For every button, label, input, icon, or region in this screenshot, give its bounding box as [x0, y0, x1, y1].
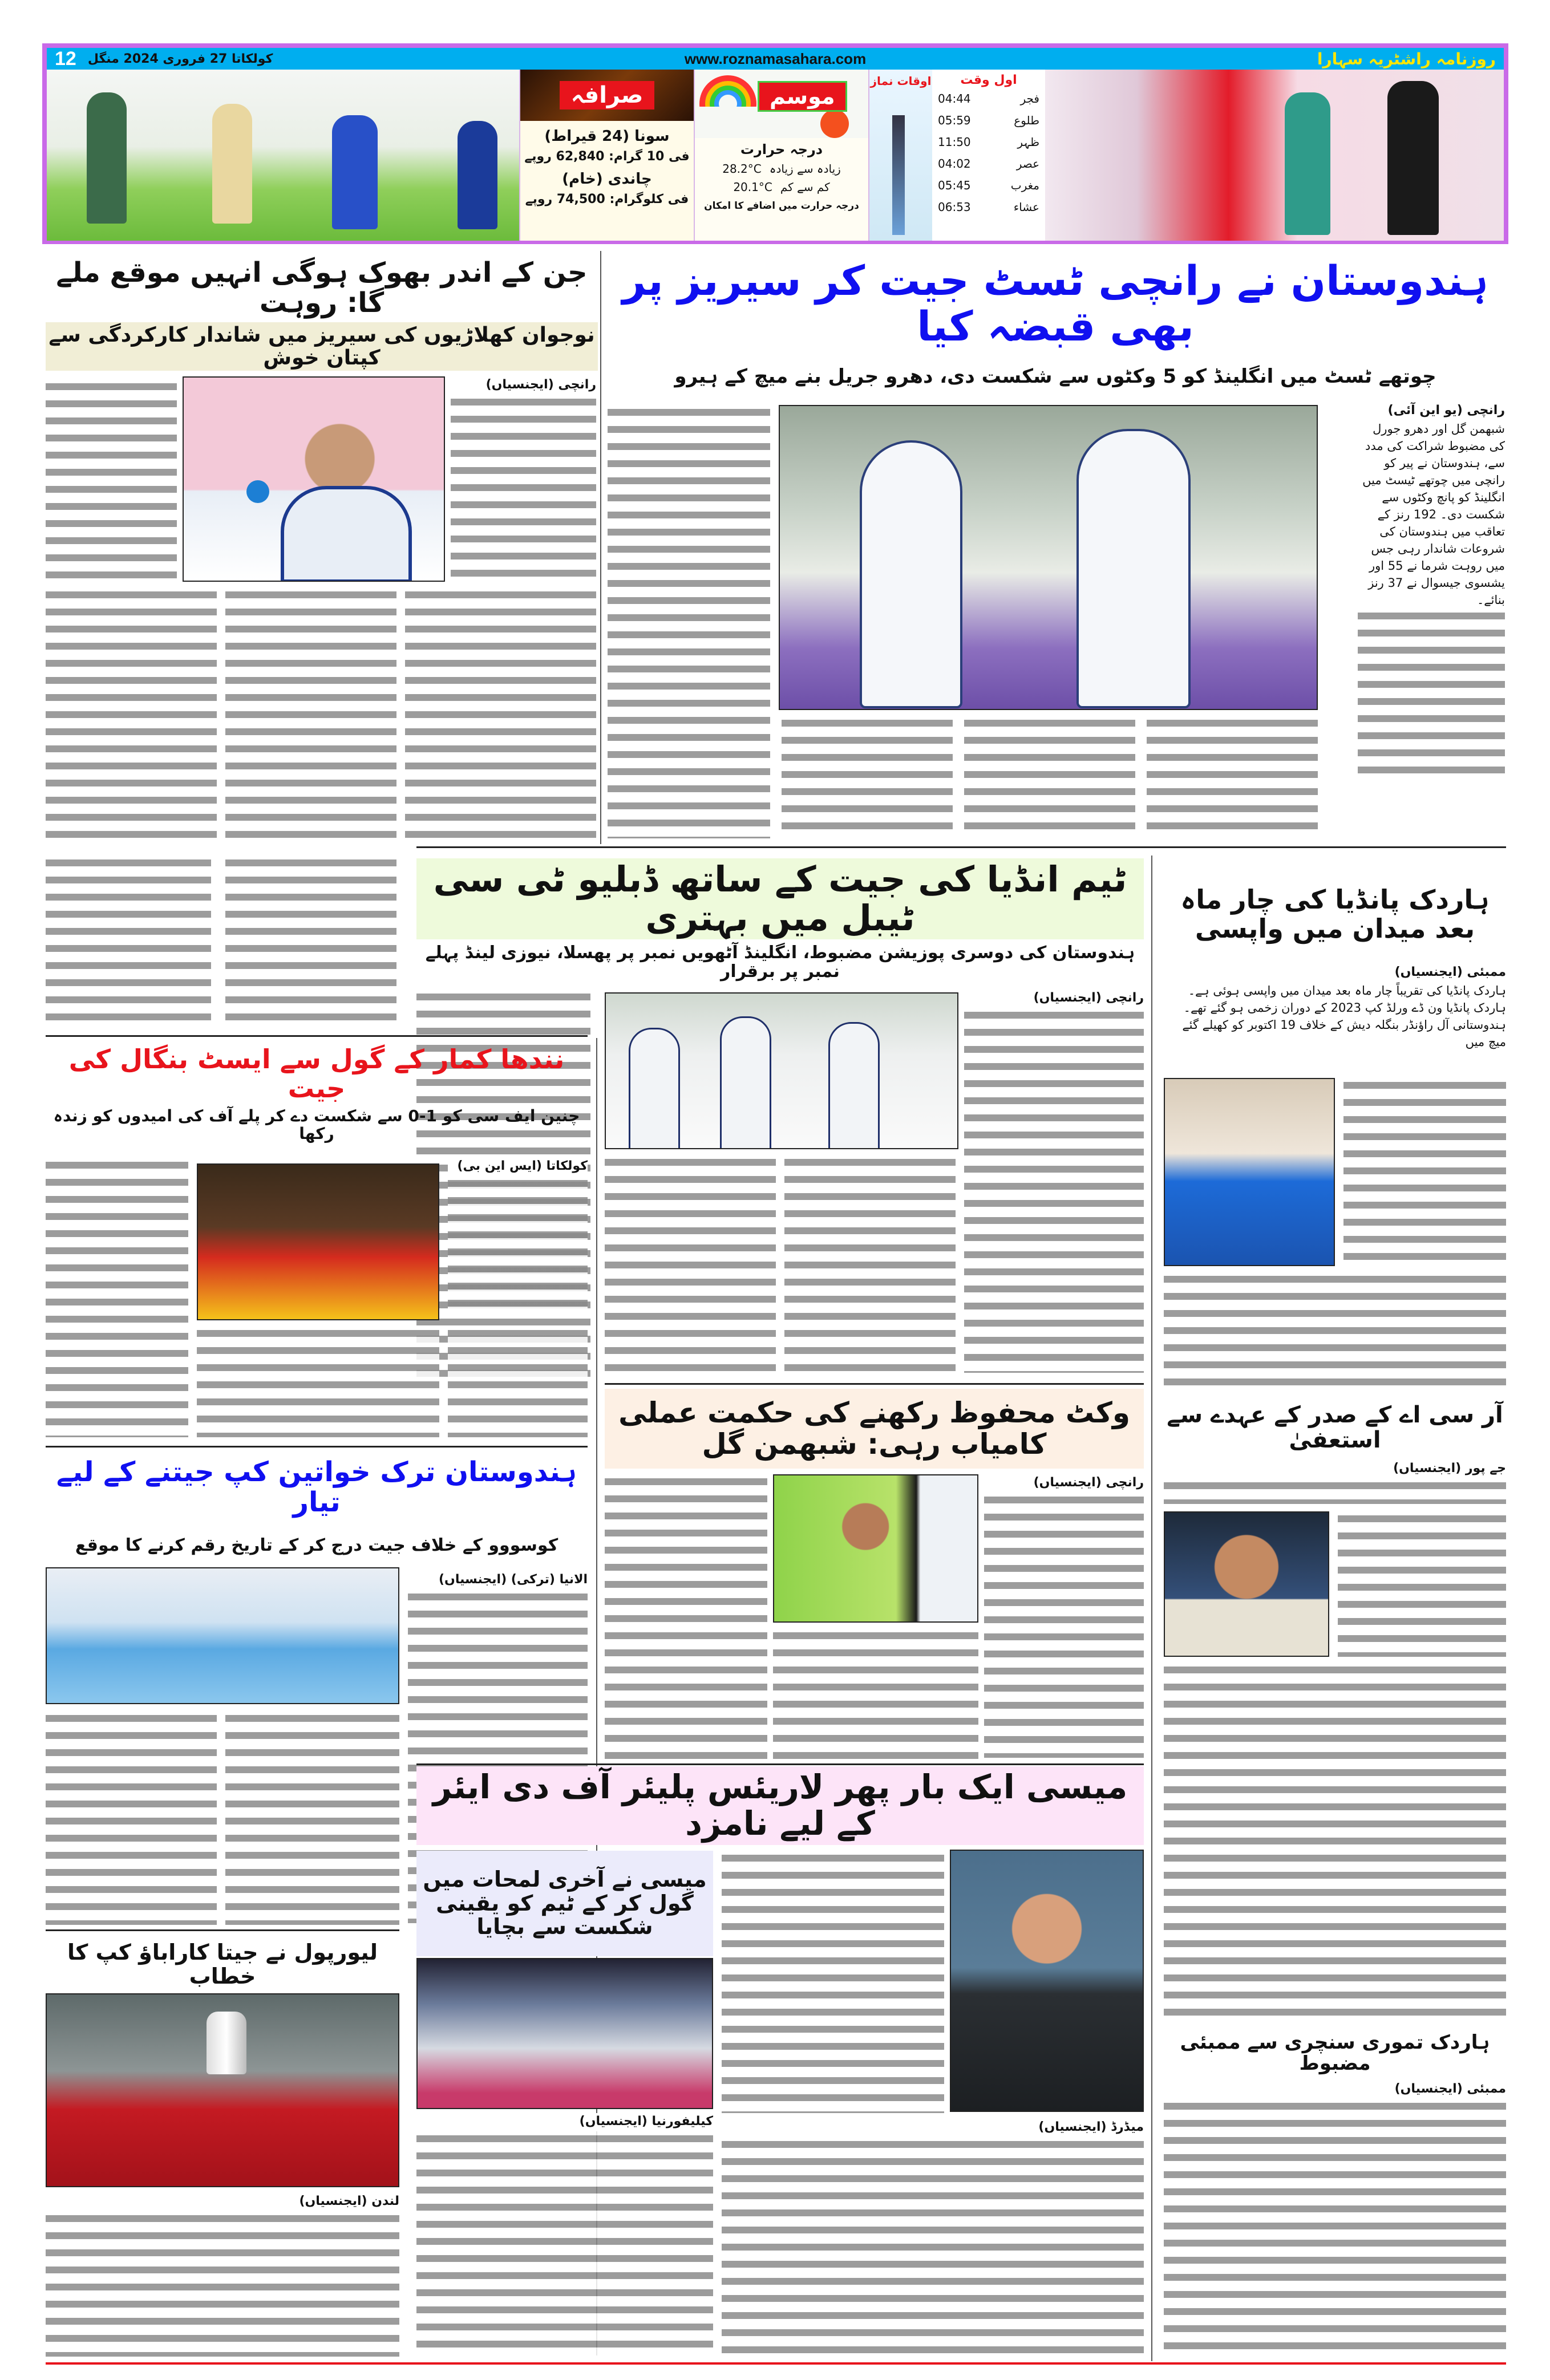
article-body-text	[605, 1474, 767, 1759]
photo-gill-jurel-celebration	[779, 405, 1318, 710]
hardik-headline: ہاردک پانڈیا کی چار ماہ بعد میدان میں واپسی	[1180, 883, 1490, 944]
article-body-text	[605, 1155, 776, 1377]
prayer-times-box	[868, 70, 1045, 241]
article-body-text	[46, 855, 211, 1027]
page-bottom-rule	[46, 2362, 1506, 2365]
article-body-text	[448, 1326, 588, 1437]
article-body-text	[984, 1493, 1144, 1758]
prayer-time: 11:50	[938, 135, 971, 149]
article-body-text	[1343, 1078, 1506, 1266]
article-body-text	[448, 1176, 588, 1316]
liverpool-dateline: لندن (ایجنسیاں)	[46, 2193, 399, 2211]
article-body-text	[1164, 1272, 1506, 1392]
prayer-row	[938, 92, 1039, 113]
article-body-text	[1164, 2099, 1506, 2355]
photo-rca-official	[1164, 1511, 1329, 1657]
hardik-lead-text: ہاردک پانڈیا کی تقریباً چار ماہ بعد میدان میں واپسی ہوئی ہے۔ ہاردک پانڈیا ون ڈے ورلڈ کپ 2023 کے دوران زخمی ہو گئے تھے۔ ہندوستانی آل راؤنڈر بنگلہ دیش کے خلاف 19 اکتوبر کو کھیلے گئے میچ میں	[1164, 982, 1506, 1051]
article-body-text	[608, 405, 770, 838]
article-body-text	[1147, 716, 1318, 838]
article-body-text	[722, 2137, 1144, 2357]
article-body-text	[1358, 609, 1505, 780]
tamore-headline: ہاردک تموری سنچری سے ممبئی مضبوط	[1180, 2030, 1490, 2075]
section-divider	[46, 1035, 588, 1037]
messi-goal-headline: میسی نے آخری لمحات میں گول کر کے ٹیم کو یقینی شکست سے بچایا	[416, 1851, 713, 1956]
gold-label: سونا (24 قیراط)	[544, 128, 670, 145]
article-body-text	[46, 587, 217, 838]
banner-photo-players	[47, 70, 519, 241]
rca-dateline: جے پور (ایجنسیاں)	[1164, 1460, 1506, 1478]
prayer-subtitle: اول وقت	[960, 73, 1017, 87]
eastbengal-headline: نندھا کمار کے گول سے ایسٹ بنگال کی جیت	[68, 1043, 565, 1104]
prayer-title: اوقات نماز	[870, 74, 932, 88]
article-body-text	[964, 716, 1135, 838]
banner-photo-athletes	[1045, 70, 1504, 241]
column-divider	[600, 251, 601, 844]
prayer-name: طلوع	[1014, 113, 1039, 127]
photo-indian-women-footballers	[46, 1567, 399, 1704]
prayer-row	[938, 135, 1039, 157]
prayer-row	[938, 179, 1039, 200]
article-body-text	[964, 1008, 1144, 1373]
prayer-name: فجر	[1020, 92, 1039, 106]
article-body-text	[197, 1326, 439, 1437]
prayer-time: 06:53	[938, 200, 971, 214]
rainbow-icon	[699, 75, 756, 132]
photo-rohit-press-conference	[183, 376, 445, 582]
article-body-text	[1164, 1478, 1506, 1504]
main-dateline: رانچی (یو این آئی)	[1358, 402, 1505, 420]
prayer-name: عشاء	[1013, 200, 1039, 214]
max-temp: 28.2°C	[722, 162, 762, 176]
photo-east-bengal-players	[197, 1163, 439, 1320]
min-temp-label: کم سے کم	[780, 180, 830, 194]
page-number: 12	[55, 47, 76, 70]
article-body-text	[1338, 1511, 1506, 1657]
article-body-text	[46, 379, 177, 582]
article-body-text	[405, 587, 596, 838]
section-divider	[46, 1446, 588, 1448]
photo-messi-goal	[416, 1958, 713, 2109]
prayer-row	[938, 113, 1039, 135]
article-body-text	[782, 716, 953, 838]
gill-headline: وکٹ محفوظ رکھنے کی حکمت عملی کامیاب رہی: شبھمن گل	[605, 1389, 1144, 1469]
main-lead-text: شبھمن گل اور دھرو جورل کی مضبوط شراکت کی مدد سے، ہندوستان نے پیر کو رانچی میں چوتھے ٹیسٹ میں انگلینڈ کو پانچ وکٹوں سے شکست دی۔ 192 رنز کے تعاقب میں ہندوستان کی شروعات شاندار رہی جس میں روہت شرما نے 55 اور یشسوی جیسوال نے 37 رنز بنائے۔	[1358, 420, 1505, 609]
column-divider	[1151, 855, 1152, 2361]
article-body-text	[225, 587, 396, 838]
section-divider	[46, 1929, 399, 1931]
prayer-time: 04:44	[938, 92, 971, 106]
womens-subhead: کوسووو کے خلاف جیت درج کر کے تاریخ رقم کرنے کا موقع	[75, 1535, 559, 1555]
prayer-row	[938, 157, 1039, 179]
messi-headline: میسی ایک بار پھر لاریئس پلیئر آف دی ایئر کے لیے نامزد	[416, 1766, 1144, 1845]
eastbengal-dateline: کولکاتا (ایس این بی)	[448, 1158, 588, 1176]
womens-headline: ہندوستان ترک خواتین کپ جیتنے کے لیے تیار	[56, 1455, 577, 1518]
microphone-icon	[246, 480, 269, 503]
womens-dateline: الانیا (ترکی) (ایجنسیاں)	[408, 1571, 588, 1590]
prayer-row	[938, 200, 1039, 222]
issue-date: کولکاتا 27 فروری 2024 منگل	[87, 51, 273, 66]
wtc-dateline: رانچی (ایجنسیاں)	[964, 990, 1144, 1008]
photo-liverpool-trophy	[46, 1993, 399, 2187]
website-link[interactable]: www.roznamasahara.com	[684, 50, 867, 67]
silver-label: چاندی (خام)	[562, 171, 652, 188]
liverpool-headline: لیورپول نے جیتا کاراباؤ کپ کا خطاب	[67, 1940, 378, 1989]
tamore-dateline: ممبئی (ایجنسیاں)	[1164, 2081, 1506, 2099]
weather-box	[694, 70, 868, 241]
photo-messi-laureus	[950, 1850, 1144, 2112]
hardik-dateline: ممبئی (ایجنسیاں)	[1164, 964, 1506, 982]
photo-shubman-gill	[773, 1474, 978, 1623]
weather-note: درجہ حرارت میں اضافے کا امکان	[704, 200, 859, 212]
article-body-text	[46, 1158, 188, 1437]
trophy-icon	[207, 2012, 246, 2074]
prayer-time: 05:45	[938, 179, 971, 192]
article-body-text	[225, 855, 396, 1027]
rca-headline: آر سی اے کے صدر کے عہدے سے استعفیٰ	[1167, 1401, 1503, 1453]
messi-goal-dateline: کیلیفورنیا (ایجنسیاں)	[416, 2113, 713, 2131]
temperature-heading: درجہ حرارت	[740, 141, 823, 157]
rohit-headline: جن کے اندر بھوک ہوگی انہیں موقع ملے گا: روہت	[56, 257, 588, 319]
minaret-icon	[892, 115, 905, 235]
article-body-text	[722, 1851, 944, 2113]
gill-dateline: رانچی (ایجنسیاں)	[984, 1474, 1144, 1493]
main-headline: ہندوستان نے رانچی ٹسٹ جیت کر سیریز پر بھی قبضہ کیا	[622, 257, 1489, 350]
photo-hardik-pandya	[1164, 1078, 1335, 1266]
rohit-dateline: رانچی (ایجنسیاں)	[451, 376, 596, 395]
section-divider	[605, 1383, 1144, 1385]
min-temp: 20.1°C	[733, 180, 772, 194]
photo-india-team-celebration	[605, 992, 958, 1149]
main-subhead: چوتھے ٹسٹ میں انگلینڈ کو 5 وکٹوں سے شکست دی، دھرو جریل بنے میچ کے ہیرو	[674, 365, 1436, 388]
article-body-text	[773, 1628, 978, 1759]
article-body-text	[451, 395, 596, 577]
sun-icon	[820, 110, 849, 138]
wtc-headline: ٹیم انڈیا کی جیت کے ساتھ ڈبلیو ٹی سی ٹیبل میں بہتری	[416, 858, 1144, 939]
prayer-name: عصر	[1016, 157, 1039, 171]
messi-dateline: میڈرڈ (ایجنسیاں)	[722, 2119, 1144, 2137]
sarafa-box	[519, 70, 694, 241]
prayer-name: ظہر	[1017, 135, 1039, 149]
prayer-time: 04:02	[938, 157, 971, 171]
masthead: روزنامہ راشٹریہ سہارا	[1317, 49, 1496, 68]
section-divider	[416, 1763, 1144, 1765]
article-body-text	[784, 1155, 956, 1377]
article-body-text	[1164, 1663, 1506, 2022]
article-body-text	[416, 2131, 713, 2357]
wtc-subhead: ہندوستان کی دوسری پوزیشن مضبوط، انگلینڈ آٹھویں نمبر پر پھسلا، نیوزی لینڈ پہلے نمبر پر برقرار	[425, 943, 1135, 982]
sarafa-title: صرافہ	[560, 81, 655, 110]
eastbengal-subhead: چنین ایف سی کو 1-0 سے شکست دے کر پلے آف کی امیدوں کو زندہ رکھا	[53, 1106, 580, 1143]
weather-title: موسم	[758, 81, 847, 112]
silver-price: فی کلوگرام: 74,500 روپے	[525, 192, 689, 206]
prayer-time: 05:59	[938, 113, 971, 127]
article-body-text	[46, 1711, 217, 1925]
prayer-name: مغرب	[1010, 179, 1039, 192]
max-temp-label: زیادہ سے زیادہ	[769, 162, 841, 176]
article-body-text	[46, 2211, 399, 2357]
rohit-subhead: نوجوان کھلاڑیوں کی سیریز میں شاندار کارکردگی سے کپتان خوش	[46, 322, 598, 371]
article-body-text	[225, 1711, 399, 1925]
gold-price: فی 10 گرام: 62,840 روپے	[524, 149, 690, 164]
page-header-bar	[47, 48, 1504, 70]
section-divider	[416, 846, 1506, 848]
